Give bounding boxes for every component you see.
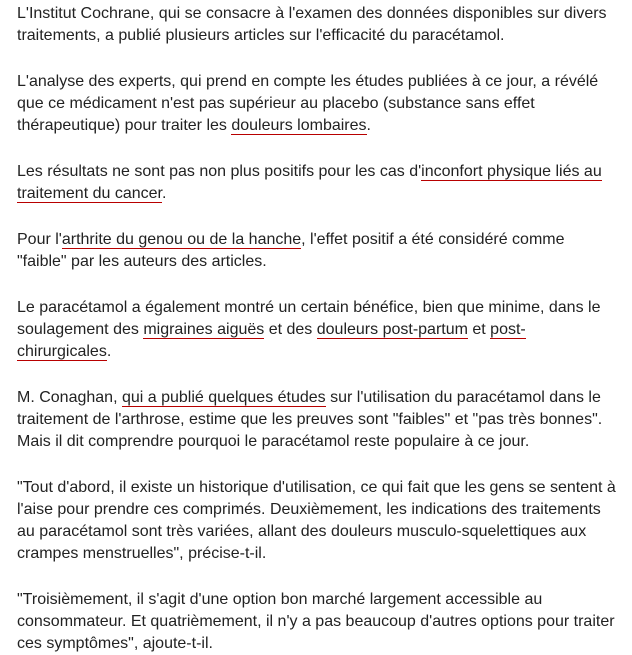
paragraph-text: . [366,117,371,134]
link-arthrite-genou-hanche[interactable]: arthrite du genou ou de la hanche [61,231,302,248]
link-douleurs-lombaires[interactable]: douleurs lombaires [231,117,367,134]
paragraph-text: et [467,321,491,338]
paragraph-minimal-benefit [17,297,618,363]
paragraph-text: , l'effet positif a été considéré comme "faible" par les auteurs des articles. [17,231,565,270]
paragraph-text: Pour l' [17,231,62,248]
link-inconfort-cancer[interactable]: inconfort physique liés au traitement du cancer [17,163,602,202]
link-post-chirurgicales[interactable]: post-chirurgicales [17,321,526,360]
paragraph-conaghan [17,387,618,453]
link-douleurs-post-partum[interactable]: douleurs post-partum [316,321,468,338]
paragraph-text: "Troisièmement, il s'agit d'une option bon marché largement accessible au consommateur. Et quatrièmement, il n'y a pas beaucoup d'autres options pour traiter ces symptômes", ajoute-t-il. [17,591,615,652]
paragraph-text: sur l'utilisation du paracétamol dans le traitement de l'arthrose, estime que les preuves sont "faibles" et "pas très bonnes". Mais il dit comprendre pourquoi le paracétamol reste populaire à ce jour. [17,389,603,450]
paragraph-expert-analysis [17,71,618,137]
link-migraines-aigues[interactable]: migraines aiguës [143,321,265,338]
paragraph-cancer-results [17,161,618,205]
paragraph-cochrane-intro [17,3,618,47]
paragraph-text: Les résultats ne sont pas non plus positifs pour les cas d' [17,163,422,180]
paragraph-quote-third-fourth [17,589,618,655]
paragraph-text: "Tout d'abord, il existe un historique d'utilisation, ce qui fait que les gens se sentent à l'aise pour prendre ces comprimés. Deuxièmement, les indications des traitements au paracétamol sont très variées, allant des douleurs musculo-squelettiques aux crampes menstruelles", précise-t-il. [17,479,616,562]
paragraph-text: Le paracétamol a également montré un certain bénéfice, bien que minime, dans le soulagement des [17,299,601,338]
paragraph-text: L'analyse des experts, qui prend en compte les études publiées à ce jour, a révélé que ce médicament n'est pas supérieur au placebo (substance sans effet thérapeutique) pour traiter les [17,73,599,134]
paragraph-text: L'Institut Cochrane, qui se consacre à l'examen des données disponibles sur divers traitements, a publié plusieurs articles sur l'efficacité du paracétamol. [17,5,607,44]
paragraph-text: M. Conaghan, [17,389,122,406]
paragraph-quote-first-second [17,477,618,565]
paragraph-text: . [161,185,167,202]
paragraph-arthritis [17,229,618,273]
paragraph-text: . [106,343,112,360]
link-etudes-conaghan[interactable]: qui a publié quelques études [121,389,326,406]
paragraph-text: et des [264,321,317,338]
